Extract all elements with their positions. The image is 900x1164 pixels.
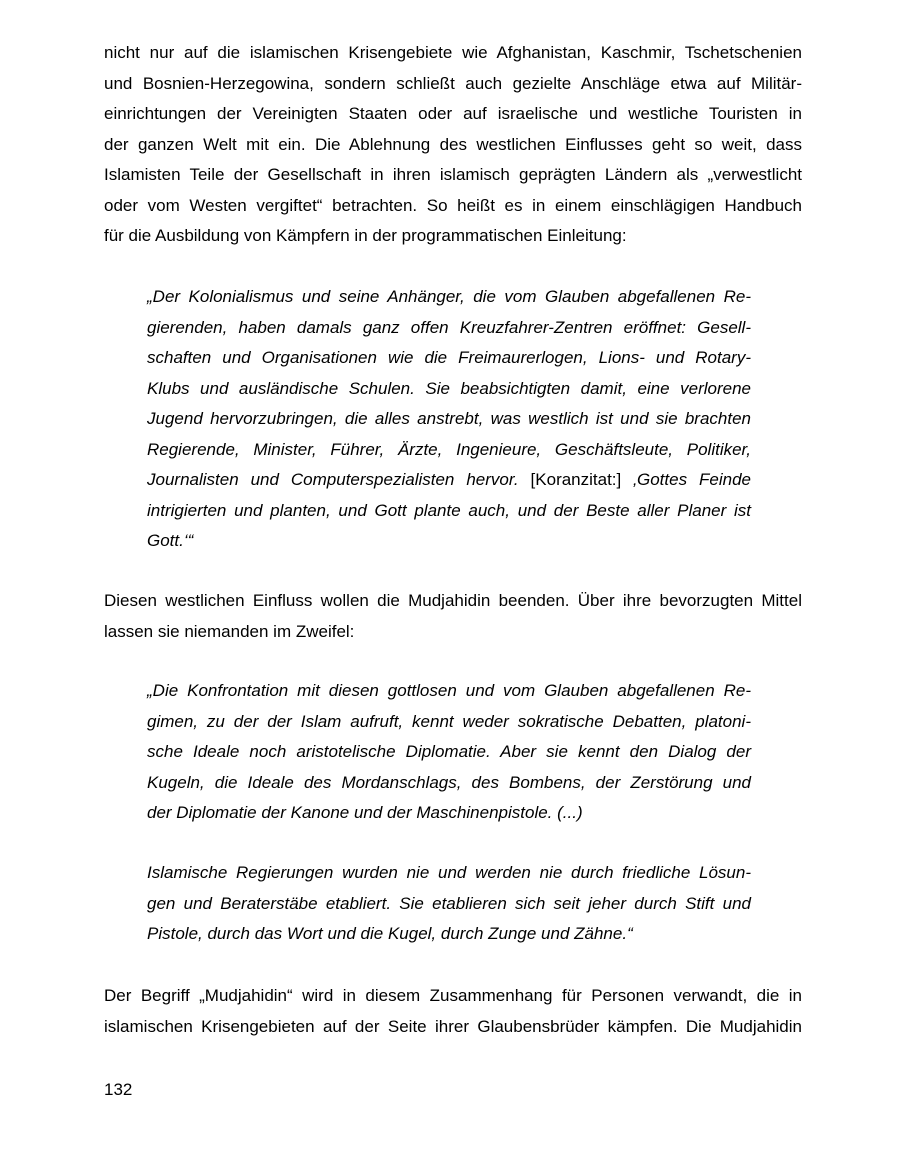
- quote-line: intrigierten und planten, und Gott plante auch, und der Beste aller Planer ist: [147, 500, 751, 520]
- page-number: 132: [104, 1080, 133, 1099]
- body-paragraph-2: [104, 586, 802, 647]
- text-line: islamischen Krisengebieten auf der Seite ihrer Glaubensbrüder kämpfen. Die Mudjahidin: [104, 1016, 802, 1036]
- quote-line: Gott.‘“: [147, 531, 194, 550]
- text-line: lassen sie niemanden im Zweifel:: [104, 621, 355, 641]
- quote-line: Kugeln, die Ideale des Mordanschlags, des Bombens, der Zerstörung und: [147, 772, 751, 792]
- quote-line: [147, 465, 751, 496]
- quote-line: gimen, zu der der Islam aufruft, kennt weder sokratische Debatten, platoni-: [147, 711, 751, 731]
- quote-line: Islamische Regierungen wurden nie und werden nie durch friedliche Lösun-: [147, 863, 751, 882]
- text-line: oder vom Westen vergiftet“ betrachten. So heißt es in einem einschlägigen Handbuch: [104, 195, 802, 215]
- block-quote-3: [147, 858, 751, 950]
- quote-line: gen und Beraterstäbe etabliert. Sie etablieren sich seit jeher durch Stift und: [147, 893, 751, 913]
- editorial-insert: [Koranzitat:]: [530, 470, 622, 489]
- text-line: Diesen westlichen Einfluss wollen die Mudjahidin beenden. Über ihre bevorzugten Mittel: [104, 591, 802, 610]
- quote-line: Jugend hervorzubringen, die alles anstrebt, was westlich ist und sie brachten: [147, 409, 751, 428]
- text-line: nicht nur auf die islamischen Krisengebiete wie Afghanistan, Kaschmir, Tschetschenien: [104, 43, 802, 62]
- quote-line: „Der Kolonialismus und seine Anhänger, die vom Glauben abgefallenen Re-: [147, 287, 751, 306]
- quote-text: ‚Gottes Feinde: [633, 470, 751, 489]
- text-line: einrichtungen der Vereinigten Staaten oder auf israelische und westliche Touristen in: [104, 104, 802, 123]
- quote-line: sche Ideale noch aristotelische Diplomatie. Aber sie kennt den Dialog der: [147, 742, 751, 761]
- text-line: Islamisten Teile der Gesellschaft in ihren islamisch geprägten Ländern als „verwestlicht: [104, 165, 802, 184]
- text-line: der ganzen Welt mit ein. Die Ablehnung des westlichen Einflusses geht so weit, dass: [104, 134, 802, 154]
- block-quote-2: [147, 676, 751, 829]
- quote-line: der Diplomatie der Kanone und der Maschinenpistole. (...): [147, 803, 583, 822]
- quote-line: gierenden, haben damals ganz offen Kreuzfahrer-Zentren eröffnet: Gesell-: [147, 317, 751, 337]
- quote-line: Pistole, durch das Wort und die Kugel, durch Zunge und Zähne.“: [147, 924, 633, 943]
- text-line: und Bosnien-Herzegowina, sondern schließt auch gezielte Anschläge etwa auf Militär-: [104, 73, 802, 93]
- quote-line: Klubs und ausländische Schulen. Sie beabsichtigten damit, eine verlorene: [147, 378, 751, 398]
- quote-line: Regierende, Minister, Führer, Ärzte, Ingenieure, Geschäftsleute, Politiker,: [147, 439, 751, 459]
- body-paragraph-3: [104, 981, 802, 1042]
- text-line: Der Begriff „Mudjahidin“ wird in diesem Zusammenhang für Personen verwandt, die in: [104, 986, 802, 1005]
- quote-text: Journalisten und Computerspezialisten hervor.: [147, 470, 519, 489]
- quote-line: „Die Konfrontation mit diesen gottlosen und vom Glauben abgefallenen Re-: [147, 681, 751, 700]
- quote-line: schaften und Organisationen wie die Freimaurerlogen, Lions- und Rotary-: [147, 348, 751, 367]
- text-line: für die Ausbildung von Kämpfern in der programmatischen Einleitung:: [104, 226, 627, 245]
- body-paragraph-1: [104, 38, 802, 252]
- block-quote-1: [147, 282, 751, 557]
